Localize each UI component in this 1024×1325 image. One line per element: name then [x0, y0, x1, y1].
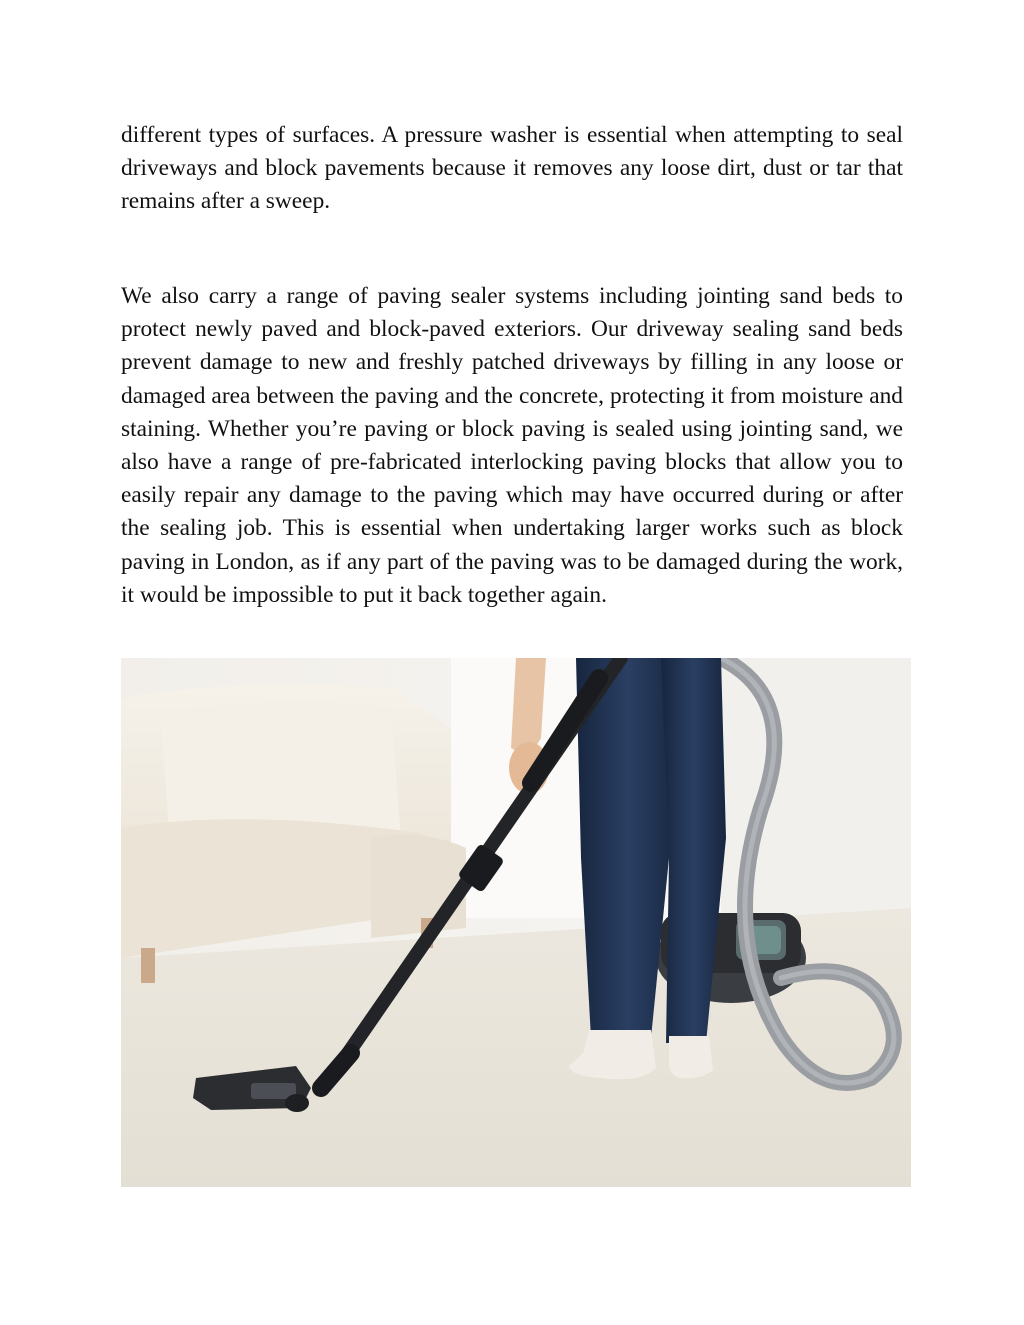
paragraph-surfaces: different types of surfaces. A pressure washer is essential when attempting to seal driveways and block pavements because it removes any loose dirt, dust or tar that remains after a sweep. — [121, 122, 903, 215]
person-legs — [569, 658, 726, 1079]
paragraph-paving-sealer: We also carry a range of paving sealer systems including jointing sand beds to protect newly paved and block-paved exteriors. Our driveway sealing sand beds prevent damage to new and freshly patched driveways by filling in any loose or damaged area between the paving and the concrete, protecting it from moisture and staining. Whether you’re paving or block paving is sealed using jointing sand, we also have a range of pre-fabricated interlocking paving blocks that allow you to easily repair any damage to the paving which may have occurred during or after the sealing job. This is essential when undertaking larger works such as block paving in London, as if any part of the paving was to be damaged during the work, it would be impossible to put it back together again. — [121, 283, 903, 608]
vacuum-cleaning-photo — [121, 658, 911, 1187]
